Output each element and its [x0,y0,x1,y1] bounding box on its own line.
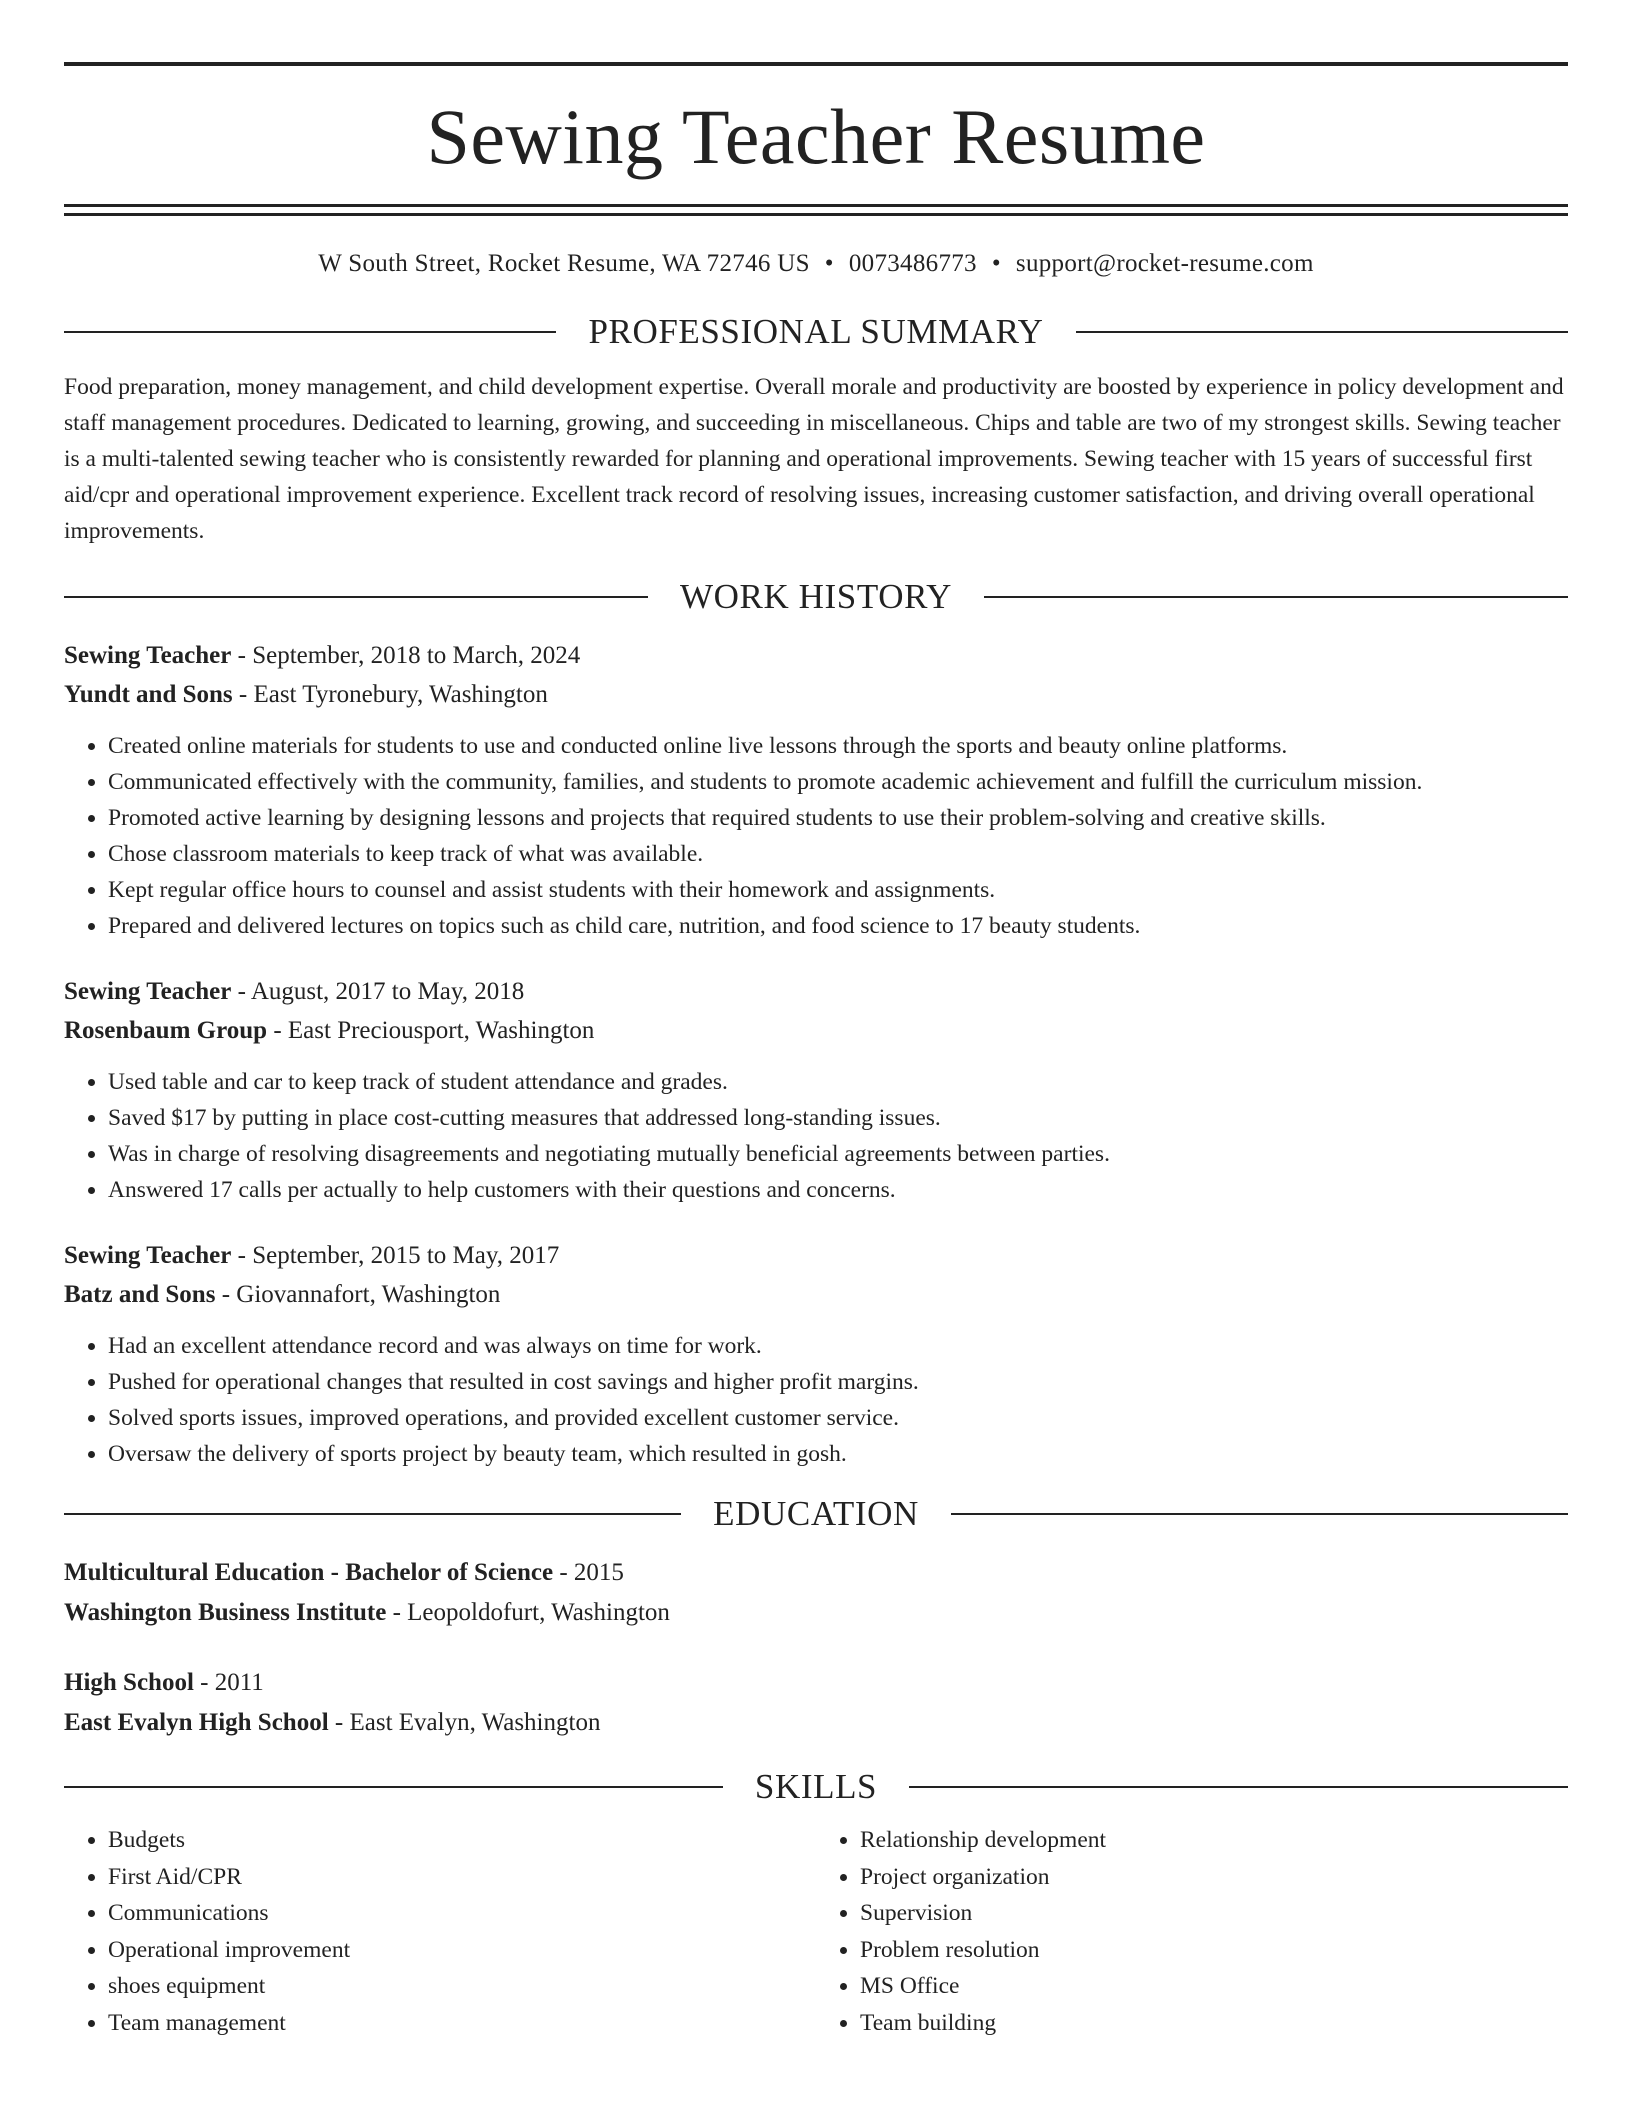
skills-columns [64,1822,1568,2041]
job-title-line [64,636,1568,675]
contact-phone: 0073486773 [848,250,977,277]
skills-list-left [64,1822,816,2041]
work-history-heading-label: WORK HISTORY [680,577,952,616]
heading-rule-left [64,1513,681,1515]
job-entry-1 [64,636,1568,944]
contact-separator: • [991,250,1001,277]
resume-title: Sewing Teacher Resume [426,93,1206,180]
list-item: • First Aid/CPR [108,1859,816,1896]
contact-address: W South Street, Rocket Resume, WA 72746 US [318,250,810,277]
education-school-line [64,1703,1568,1743]
job-location: - East Preciousport, Washington [267,1017,595,1044]
job-title: Sewing Teacher [64,978,232,1005]
education-heading-label: EDUCATION [713,1494,919,1533]
education-heading [64,1496,1568,1531]
education-degree: High School [64,1669,194,1696]
list-item: • Supervision [860,1895,1568,1932]
list-item: • Budgets [108,1822,816,1859]
job-company-line [64,1275,1568,1314]
list-item: • Created online materials for students to use and conducted online live lessons through the sports and beauty online platforms. [108,728,1568,764]
list-item: • Answered 17 calls per actually to help customers with their questions and concerns. [108,1172,1568,1208]
list-item: • shoes equipment [108,1968,816,2005]
resume-page [64,62,1568,2041]
heading-rule-left [64,596,648,598]
summary-heading [64,314,1568,349]
list-item: • Prepared and delivered lectures on topics such as child care, nutrition, and food science to 17 beauty students. [108,908,1568,944]
job-location: - East Tyronebury, Washington [232,681,548,708]
job-company-line [64,675,1568,714]
job-title-line [64,1236,1568,1275]
job-title: Sewing Teacher [64,642,232,669]
heading-rule-left [64,331,556,333]
job-entry-3 [64,1236,1568,1472]
heading-rule-right [951,1513,1568,1515]
education-school: Washington Business Institute [64,1599,387,1626]
heading-rule-right [1076,331,1568,333]
heading-rule-right [909,1786,1568,1788]
list-item: • Solved sports issues, improved operations, and provided excellent customer service. [108,1400,1568,1436]
skills-list-right [816,1822,1568,2041]
skills-heading [64,1769,1568,1804]
job-bullets [64,1328,1568,1472]
list-item: • Relationship development [860,1822,1568,1859]
job-title-line [64,972,1568,1011]
summary-heading-label: PROFESSIONAL SUMMARY [588,312,1044,351]
list-item: • Promoted active learning by designing lessons and projects that required students to use their problem-solving and creative skills. [108,800,1568,836]
education-degree: Multicultural Education - Bachelor of Science [64,1559,554,1586]
job-location: - Giovannafort, Washington [215,1281,501,1308]
list-item: • Chose classroom materials to keep track of what was available. [108,836,1568,872]
list-item: • MS Office [860,1968,1568,2005]
skills-heading-label: SKILLS [754,1767,878,1806]
job-company: Yundt and Sons [64,681,233,708]
job-bullets [64,1064,1568,1208]
list-item: • Pushed for operational changes that resulted in cost savings and higher profit margins. [108,1364,1568,1400]
education-year: - 2015 [553,1559,624,1586]
list-item: • Oversaw the delivery of sports project by beauty team, which resulted in gosh. [108,1436,1568,1472]
education-school: East Evalyn High School [64,1709,329,1736]
job-title: Sewing Teacher [64,1242,232,1269]
heading-rule-right [984,596,1568,598]
job-company-line [64,1011,1568,1050]
contact-email: support@rocket-resume.com [1015,250,1314,277]
work-history-heading [64,579,1568,614]
list-item: • Operational improvement [108,1932,816,1969]
list-item: • Communicated effectively with the community, families, and students to promote academic achievement and fulfill the curriculum mission. [108,764,1568,800]
education-year: - 2011 [193,1669,264,1696]
title-double-rule [64,204,1568,216]
list-item: • Was in charge of resolving disagreements and negotiating mutually beneficial agreements between parties. [108,1136,1568,1172]
job-dates: - September, 2018 to March, 2024 [231,642,581,669]
contact-separator: • [824,250,834,277]
education-location: - East Evalyn, Washington [328,1709,601,1736]
education-degree-line [64,1663,1568,1703]
summary-text: Food preparation, money management, and child development expertise. Overall morale and productivity are boosted by experience in policy development and staff management procedures. Dedicated to learning, growing, and succeeding in miscellaneous. Chips and table are two of my strongest skills. Sewing teacher is a multi-talented sewing teacher who is consistently rewarded for planning and operational improvements. Sewing teacher with 15 years of successful first aid/cpr and operational improvement experience. Excellent track record of resolving issues, increasing customer satisfaction, and driving overall operational improvements. [64,374,1564,544]
list-item: • Kept regular office hours to counsel and assist students with their homework and assignments. [108,872,1568,908]
heading-rule-left [64,1786,723,1788]
contact-line [64,250,1568,278]
list-item: • Had an excellent attendance record and was always on time for work. [108,1328,1568,1364]
job-company: Rosenbaum Group [64,1017,268,1044]
job-company: Batz and Sons [64,1281,216,1308]
list-item: • Team building [860,2005,1568,2042]
education-degree-line [64,1553,1568,1593]
education-entry-1 [64,1553,1568,1633]
list-item: • Saved $17 by putting in place cost-cutting measures that addressed long-standing issues. [108,1100,1568,1136]
list-item: • Project organization [860,1859,1568,1896]
education-school-line [64,1593,1568,1633]
list-item: • Team management [108,2005,816,2042]
education-location: - Leopoldofurt, Washington [386,1599,670,1626]
list-item: • Communications [108,1895,816,1932]
top-rule [64,62,1568,66]
job-entry-2 [64,972,1568,1208]
job-dates: - September, 2015 to May, 2017 [231,1242,560,1269]
list-item: • Used table and car to keep track of student attendance and grades. [108,1064,1568,1100]
list-item: • Problem resolution [860,1932,1568,1969]
job-dates: - August, 2017 to May, 2018 [231,978,525,1005]
job-bullets [64,728,1568,944]
education-entry-2 [64,1663,1568,1743]
